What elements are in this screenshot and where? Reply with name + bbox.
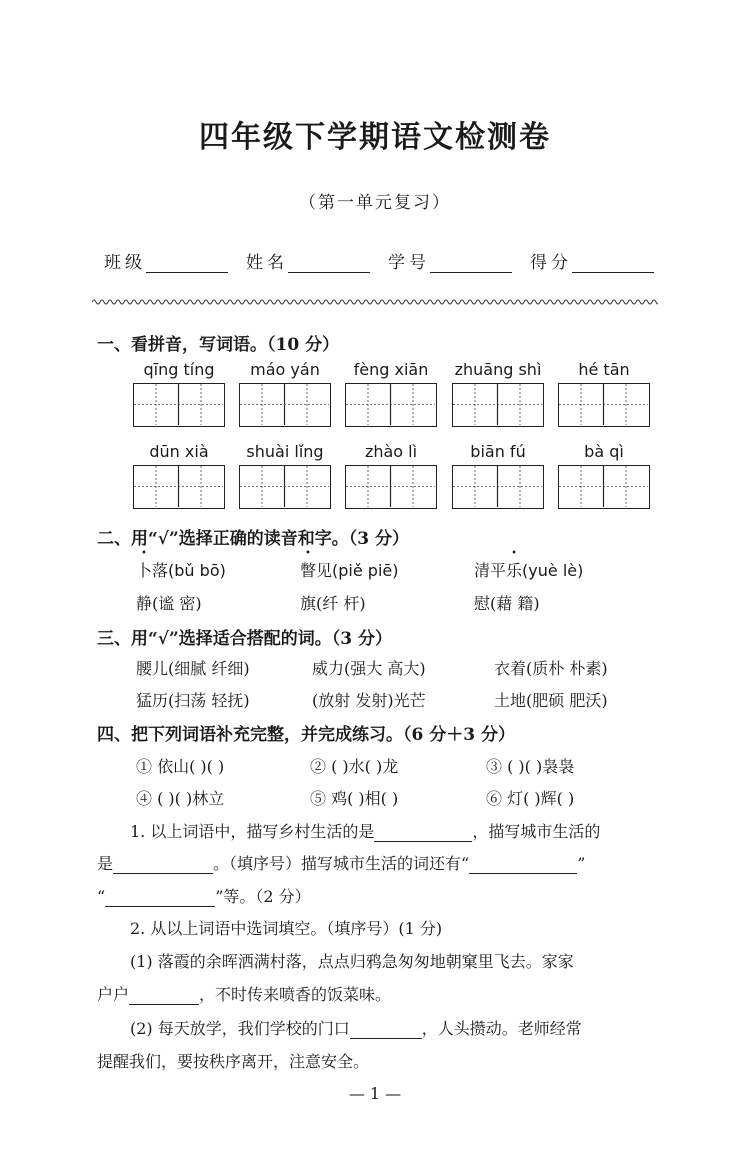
q1-text-b: ，描写城市生活的 [472, 822, 601, 841]
s2-item-3-pre: 清平 [474, 561, 507, 580]
row2-writing-box-5[interactable] [558, 465, 650, 509]
s2-item-3-char: 乐 [506, 561, 523, 580]
s4-q2-1-line1: (1) 落霞的余晖洒满村落，点点归鸦急匆匆地朝窠里飞去。家家 [130, 952, 574, 971]
page-subtitle: （第一单元复习） [299, 193, 451, 213]
row2-writing-box-1[interactable] [133, 465, 225, 509]
q1-text-a: 1. 以上词语中，描写乡村生活的是 [130, 822, 375, 841]
row1-pinyin-3: fèng xiān [353, 360, 429, 379]
row2-pinyin-2: shuài lǐng [246, 442, 324, 461]
score-field [530, 248, 654, 273]
s4-q2: 2. 从以上词语中选词填空。（填序号）(1 分) [130, 919, 443, 938]
s3-item-1[interactable]: 腰儿(细腻 纤细) [136, 659, 250, 678]
q1-text-c: 是 [97, 854, 114, 873]
class-label: 班级 [104, 253, 146, 273]
s2-item-2-rest: 见 [316, 561, 333, 580]
s2-item-1-char: 卜 [136, 561, 153, 580]
name-label: 姓名 [246, 253, 288, 273]
row2-pinyin-5: bà qì [584, 442, 624, 461]
section3-heading: 三、用“√”选择适合搭配的词。（3 分） [97, 629, 392, 649]
id-label: 学号 [388, 253, 430, 273]
score-blank[interactable] [572, 254, 654, 273]
s3-item-6[interactable]: 土地(肥硕 肥沃) [494, 691, 608, 710]
s2-item-2-char: 瞥 [300, 561, 317, 580]
row2-writing-box-4[interactable] [452, 465, 544, 509]
q2-2-blank[interactable] [350, 1020, 422, 1039]
page-title: 四年级下学期语文检测卷 [199, 120, 551, 155]
s4-q2-2-line2: 提醒我们，要按秩序离开，注意安全。 [97, 1052, 370, 1071]
s2-item-6[interactable]: 慰(藉 籍) [474, 594, 540, 613]
q2-1-text-c: ，不时传来喷香的饭菜味。 [199, 985, 392, 1004]
s4-q1-line1 [130, 819, 600, 842]
s4-idiom-3[interactable]: ③ ( )( )袅袅 [486, 757, 575, 776]
name-blank[interactable] [288, 254, 370, 273]
row1-pinyin-4: zhuāng shì [454, 360, 542, 379]
q1-blank-rural[interactable] [374, 823, 472, 842]
s4-q1-line3 [97, 884, 311, 907]
row1-pinyin-2: máo yán [250, 360, 320, 379]
q2-1-blank[interactable] [129, 986, 199, 1005]
s3-item-5[interactable]: (放射 发射)光芒 [312, 691, 426, 710]
q2-2-text-a: (2) 每天放学，我们学校的门口 [130, 1019, 350, 1038]
section4-heading: 四、把下列词语补充完整，并完成练习。（6 分＋3 分） [97, 725, 515, 745]
q1-text-e: ” [577, 854, 586, 873]
section2-heading: 二、用“√”选择正确的读音和字。（3 分） [97, 529, 409, 549]
s4-q1-line2 [97, 851, 585, 874]
name-field [246, 248, 370, 273]
row2-writing-box-2[interactable] [239, 465, 331, 509]
row2-writing-box-3[interactable] [345, 465, 437, 509]
wavy-divider [92, 296, 658, 308]
s2-item-4[interactable]: 静(谧 密) [136, 594, 202, 613]
s4-idiom-1[interactable]: ① 依山( )( ) [136, 757, 225, 776]
s2-item-3 [474, 558, 583, 581]
s2-item-1-options[interactable]: (bǔ bō) [168, 561, 226, 580]
row2-pinyin-1: dūn xià [149, 442, 209, 461]
row1-pinyin-5: hé tān [578, 360, 630, 379]
id-field [388, 248, 512, 273]
row2-pinyin-4: biān fú [470, 442, 526, 461]
row1-writing-box-1[interactable] [133, 383, 225, 427]
row1-pinyin-1: qīng tíng [143, 360, 215, 379]
row2-pinyin-3: zhào lì [364, 442, 418, 461]
row1-writing-box-5[interactable] [558, 383, 650, 427]
s4-idiom-4[interactable]: ④ ( )( )林立 [136, 789, 225, 808]
q1-text-d: 。（填序号）描写城市生活的词还有“ [213, 854, 470, 873]
row1-writing-box-3[interactable] [345, 383, 437, 427]
s2-item-3-options[interactable]: (yuè lè) [522, 561, 584, 580]
score-label: 得分 [530, 253, 572, 273]
page-number: — 1 — [348, 1084, 402, 1103]
section1-heading: 一、看拼音，写词语。（10 分） [97, 335, 340, 355]
class-field [104, 248, 228, 273]
s2-item-1 [136, 558, 226, 581]
s2-item-2 [300, 558, 399, 581]
q1-text-g: ”等。（2 分） [215, 887, 311, 906]
s4-idiom-6[interactable]: ⑥ 灯( )辉( ) [486, 789, 575, 808]
q1-blank-word1[interactable] [469, 855, 577, 874]
s4-idiom-5[interactable]: ⑤ 鸡( )相( ) [310, 789, 399, 808]
s3-item-3[interactable]: 衣着(质朴 朴素) [494, 659, 608, 678]
row1-writing-box-2[interactable] [239, 383, 331, 427]
s2-item-1-rest: 落 [152, 561, 169, 580]
s3-item-2[interactable]: 威力(强大 高大) [312, 659, 426, 678]
q1-blank-word2[interactable] [105, 888, 215, 907]
s4-idiom-2[interactable]: ② ( )水( )龙 [310, 757, 399, 776]
s4-q2-1-line2 [97, 982, 391, 1005]
q1-text-f: “ [97, 887, 106, 906]
q2-1-text-b: 户户 [97, 985, 130, 1004]
row1-writing-box-4[interactable] [452, 383, 544, 427]
id-blank[interactable] [430, 254, 512, 273]
q1-blank-urban[interactable] [113, 855, 213, 874]
q2-2-text-b: ，人头攒动。老师经常 [421, 1019, 582, 1038]
s3-item-4[interactable]: 猛历(扫荡 轻抚) [136, 691, 250, 710]
s2-item-2-options[interactable]: (piě piē) [332, 561, 399, 580]
class-blank[interactable] [146, 254, 228, 273]
s2-item-5[interactable]: 旗(纤 杆) [300, 594, 366, 613]
s4-q2-2-line1 [130, 1016, 582, 1039]
